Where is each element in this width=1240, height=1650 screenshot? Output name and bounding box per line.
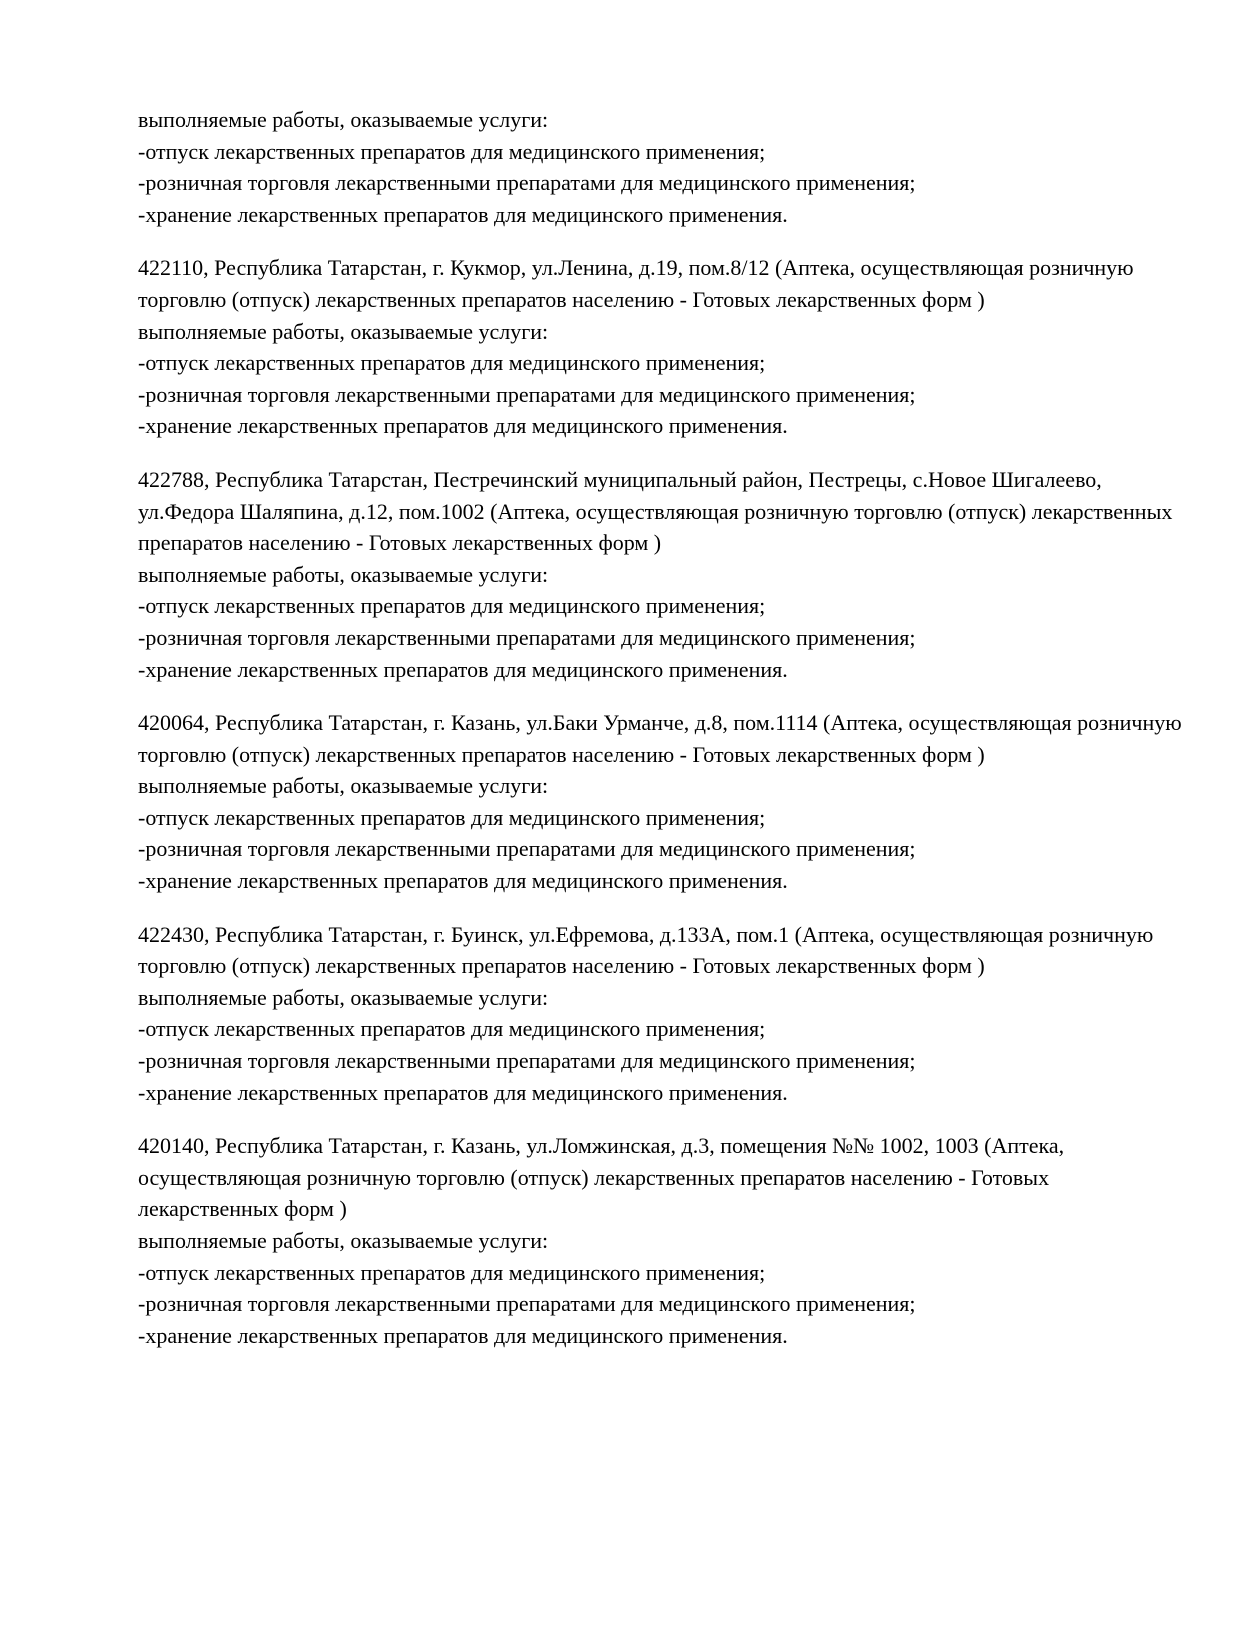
service-item: -отпуск лекарственных препаратов для медицинского применения; xyxy=(138,1259,766,1285)
service-item: -хранение лекарственных препаратов для медицинского применения. xyxy=(138,1079,788,1105)
services-continuation-block xyxy=(138,104,1190,230)
services-list xyxy=(138,1013,1190,1108)
service-item: -отпуск лекарственных препаратов для медицинского применения; xyxy=(138,1016,766,1042)
services-list xyxy=(138,802,1190,897)
document-page xyxy=(138,104,1190,1351)
service-item: -отпуск лекарственных препаратов для медицинского применения; xyxy=(138,350,766,376)
service-item: -отпуск лекарственных препаратов для медицинского применения; xyxy=(138,593,766,619)
service-item: -розничная торговля лекарственными препаратами для медицинского применения; xyxy=(138,624,916,650)
service-item: -хранение лекарственных препаратов для медицинского применения. xyxy=(138,868,788,894)
license-entry xyxy=(138,464,1190,685)
pharmacy-address: 422788, Республика Татарстан, Пестречинский муниципальный район, Пестрецы, с.Новое Шигалеево, ул.Федора Шаляпина, д.12, пом.1002 (Аптека, осуществляющая розничную торговлю (отпуск) лекарственных препаратов населению - Готовых лекарственных форм ) xyxy=(138,466,1173,556)
services-list xyxy=(138,590,1190,685)
pharmacy-address: 420140, Республика Татарстан, г. Казань, ул.Ломжинская, д.3, помещения №№ 1002, 1003 (Аптека, осуществляющая розничную торговлю (отпуск) лекарственных препаратов населению - Готовых лекарственных форм ) xyxy=(138,1133,1065,1222)
license-entry xyxy=(138,919,1190,1109)
service-item: -розничная торговля лекарственными препаратами для медицинского применения; xyxy=(138,381,916,407)
services-list xyxy=(138,1257,1190,1352)
license-entry xyxy=(138,707,1190,897)
service-item: -отпуск лекарственных препаратов для медицинского применения; xyxy=(138,804,766,830)
service-item: -розничная торговля лекарственными препаратами для медицинского применения; xyxy=(138,1291,916,1317)
pharmacy-address: 422110, Республика Татарстан, г. Кукмор, ул.Ленина, д.19, пом.8/12 (Аптека, осуществляющая розничную торговлю (отпуск) лекарственных препаратов населению - Готовых лекарственных форм ) xyxy=(138,255,1134,312)
service-item: -хранение лекарственных препаратов для медицинского применения. xyxy=(138,201,788,227)
services-header: выполняемые работы, оказываемые услуги: xyxy=(138,773,549,799)
license-entries xyxy=(138,252,1190,1351)
service-item: -розничная торговля лекарственными препаратами для медицинского применения; xyxy=(138,836,916,862)
license-entry xyxy=(138,252,1190,442)
services-header: выполняемые работы, оказываемые услуги: xyxy=(138,561,549,587)
services-list xyxy=(138,347,1190,442)
services-header: выполняемые работы, оказываемые услуги: xyxy=(138,984,549,1010)
service-item: -хранение лекарственных препаратов для медицинского применения. xyxy=(138,1322,788,1348)
pharmacy-address: 420064, Республика Татарстан, г. Казань, ул.Баки Урманче, д.8, пом.1114 (Аптека, осуществляющая розничную торговлю (отпуск) лекарственных препаратов населению - Готовых лекарственных форм ) xyxy=(138,710,1182,767)
service-item: -розничная торговля лекарственными препаратами для медицинского применения; xyxy=(138,1048,916,1074)
service-item: -розничная торговля лекарственными препаратами для медицинского применения; xyxy=(138,170,916,196)
services-header: выполняемые работы, оказываемые услуги: xyxy=(138,318,549,344)
pharmacy-address: 422430, Республика Татарстан, г. Буинск, ул.Ефремова, д.133А, пом.1 (Аптека, осуществляющая розничную торговлю (отпуск) лекарственных препаратов населению - Готовых лекарственных форм ) xyxy=(138,921,1154,979)
service-item: -отпуск лекарственных препаратов для медицинского применения; xyxy=(138,138,766,164)
service-item: -хранение лекарственных препаратов для медицинского применения. xyxy=(138,656,788,682)
services-header: выполняемые работы, оказываемые услуги: xyxy=(138,107,549,132)
service-item: -хранение лекарственных препаратов для медицинского применения. xyxy=(138,413,788,439)
license-entry xyxy=(138,1130,1190,1351)
services-header: выполняемые работы, оказываемые услуги: xyxy=(138,1228,549,1253)
